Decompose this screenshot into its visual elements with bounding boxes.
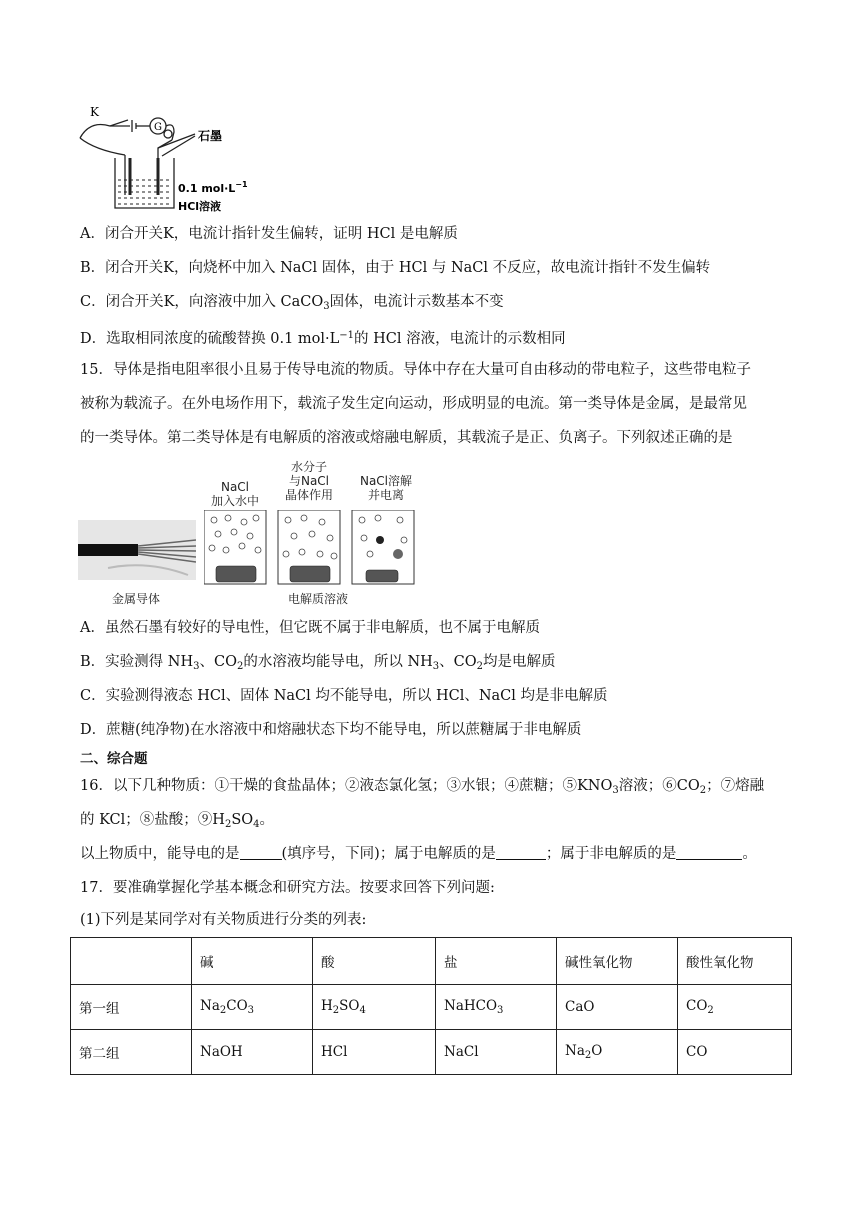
table-header-cell: 酸 bbox=[313, 938, 436, 985]
metal-wire-image bbox=[78, 520, 196, 580]
table-header-row bbox=[71, 938, 792, 985]
q16-line-2: 的 KCl；⑧盐酸；$⑨H_2SO_4$。 bbox=[80, 812, 275, 830]
electrolyte-solution-caption: 电解质溶液 bbox=[287, 592, 348, 606]
table-cell: $Na_2O$ bbox=[557, 1030, 678, 1075]
q14-option-d: D．选取相同浓度的硫酸替换 0.1 $mol\cdot L^{-1}$的 HCl 溶液，电流计的示数相同 bbox=[80, 330, 566, 347]
metal-conductor-caption: 金属导体 bbox=[111, 592, 160, 606]
table-cell: $H_2SO_4$ bbox=[313, 985, 436, 1030]
conductor-figure bbox=[78, 458, 418, 608]
table-cell: $Na_2CO_3$ bbox=[192, 985, 313, 1030]
panel-2-label: 水分子 与NaCl 晶体作用 bbox=[284, 460, 333, 502]
q15-stem-line-3: 的一类导体。第二类导体是有电解质的溶液或熔融电解质，其载流子是正、负离子。下列叙述正确的是 bbox=[80, 430, 733, 446]
table-row bbox=[71, 1030, 792, 1075]
solution-panels bbox=[204, 510, 420, 586]
classification-table bbox=[70, 937, 792, 1075]
q14-option-a: A．闭合开关K，电流计指针发生偏转，证明 HCl 是电解质 bbox=[80, 226, 458, 242]
q15-option-a: A．虽然石墨有较好的导电性，但它既不属于非电解质，也不属于电解质 bbox=[80, 620, 540, 636]
solution-concentration: 0.1 mol·L bbox=[178, 182, 236, 195]
table-cell: NaOH bbox=[192, 1030, 313, 1075]
table-header-cell: 碱性氧化物 bbox=[557, 938, 678, 985]
answer-blank-conductive[interactable] bbox=[240, 845, 282, 860]
table-header-cell bbox=[71, 938, 192, 985]
q16-line-3: 以上物质中，能导电的是 (填序号，下同)；属于电解质的是 ；属于非电解质的是 。 bbox=[80, 846, 757, 862]
table-cell: NaHCO$_3$ bbox=[436, 985, 557, 1030]
panel-3-label: NaCl溶解 并电离 bbox=[359, 474, 413, 502]
table-header-cell: 酸性氧化物 bbox=[678, 938, 792, 985]
table-cell: NaCl bbox=[436, 1030, 557, 1075]
solution-name: HCl溶液 bbox=[178, 200, 222, 213]
q15-stem-line-1: 15．导体是指电阻率很小且易于传导电流的物质。导体中存在大量可自由移动的带电粒子，这些带电粒子 bbox=[80, 362, 751, 378]
switch-label: K bbox=[90, 105, 99, 119]
electrode-label: 石墨 bbox=[198, 129, 223, 143]
table-header-cell: 碱 bbox=[192, 938, 313, 985]
table-header-cell: 盐 bbox=[436, 938, 557, 985]
q16-line-1: 16．以下几种物质：①干燥的食盐晶体；②液态氯化氢；③水银；④蔗糖；$⑤KNO_3$溶液；$⑥CO_2$；⑦熔融 bbox=[80, 778, 765, 796]
q17-stem: 17．要准确掌握化学基本概念和研究方法。按要求回答下列问题: bbox=[80, 880, 495, 896]
q17-part-1: (1)下列是某同学对有关物质进行分类的列表: bbox=[80, 912, 367, 928]
answer-blank-electrolyte[interactable] bbox=[496, 845, 546, 860]
table-cell: CaO bbox=[557, 985, 678, 1030]
table-cell: $CO_2$ bbox=[678, 985, 792, 1030]
q14-option-c: C．闭合开关K，向溶液中加入 CaCO$_3$固体，电流计示数基本不变 bbox=[80, 294, 504, 312]
q14-option-b: B．闭合开关K，向烧杯中加入 NaCl 固体，由于 HCl 与 NaCl 不反应，故电流计指针不发生偏转 bbox=[80, 260, 711, 276]
circuit-figure bbox=[70, 100, 290, 215]
section-title: 二、综合题 bbox=[80, 751, 148, 767]
q15-option-b: B．实验测得 $NH_3$、$CO_2$的水溶液均能导电，所以 $NH_3$、$CO_2$均是电解质 bbox=[80, 654, 556, 672]
table-cell: HCl bbox=[313, 1030, 436, 1075]
panel-1-label: NaCl 加入水中 bbox=[210, 480, 259, 508]
solution-concentration-exponent: −1 bbox=[235, 180, 248, 189]
meter-label: G bbox=[154, 122, 162, 133]
q15-stem-line-2: 被称为载流子。在外电场作用下，载流子发生定向运动，形成明显的电流。第一类导体是金属，是最常见 bbox=[80, 396, 747, 412]
q15-option-d: D．蔗糖(纯净物)在水溶液中和熔融状态下均不能导电，所以蔗糖属于非电解质 bbox=[80, 722, 582, 738]
table-cell: CO bbox=[678, 1030, 792, 1075]
answer-blank-nonelectrolyte[interactable] bbox=[676, 845, 742, 860]
svg-text:0.1 mol·L−1 bbox=[178, 180, 248, 195]
q15-option-c: C．实验测得液态 HCl、固体 NaCl 均不能导电，所以 HCl、NaCl 均是非电解质 bbox=[80, 688, 608, 704]
table-row-label: 第一组 bbox=[71, 985, 192, 1030]
table-row bbox=[71, 985, 792, 1030]
table-row-label: 第二组 bbox=[71, 1030, 192, 1075]
